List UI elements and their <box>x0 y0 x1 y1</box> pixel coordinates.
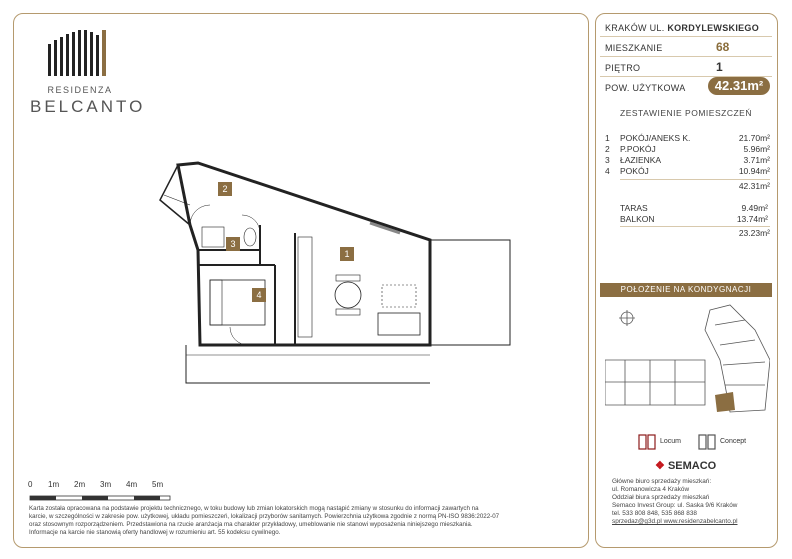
apartment-label: MIESZKANIE <box>605 43 663 53</box>
brand-locum: Locum <box>660 438 682 445</box>
scale-label: 2m <box>74 480 86 489</box>
outdoor-row: BALKON 13.74m² <box>620 214 768 224</box>
outdoor-total: 23.23m² <box>738 228 770 238</box>
locum-logo-icon <box>638 434 656 450</box>
address <box>605 23 759 33</box>
address-street: KORDYLEWSKIEGO <box>667 23 760 33</box>
room-row: 2 P.POKÓJ 5.96m² <box>605 144 770 154</box>
logo-bars-icon <box>48 30 110 76</box>
semaco-text: SEMACO <box>667 460 717 472</box>
office-line: Semaco Invest Group: ul. Saska 9/6 Kraków <box>612 502 738 509</box>
rooms-title: ZESTAWIENIE POMIESZCZEŃ <box>620 108 752 118</box>
scale-label: 3m <box>100 480 112 489</box>
semaco-mark-icon: ❖ <box>655 460 665 472</box>
scale-bar <box>26 480 186 500</box>
area-label: POW. UŻYTKOWA <box>605 83 686 93</box>
floor-location-map <box>605 300 770 420</box>
office-line: Oddział biura sprzedaży mieszkań <box>612 494 710 501</box>
office-line: Główne biuro sprzedaży mieszkań: <box>612 478 712 485</box>
plan-label-4: 4 <box>256 290 262 300</box>
plan-label-3: 3 <box>230 239 236 249</box>
room-row: 3 ŁAZIENKA 3.71m² <box>605 155 770 165</box>
plan-label-2: 2 <box>222 184 228 194</box>
level-title: POŁOŻENIE NA KONDYGNACJI <box>600 283 772 297</box>
floor-plan <box>150 145 530 405</box>
floor-value: 1 <box>716 60 723 74</box>
concept-logo-icon <box>698 434 716 450</box>
office-line: tel. 533 808 848, 535 868 838 <box>612 510 697 517</box>
office-line: ul. Romanowicza 4 Kraków <box>612 486 690 493</box>
brand-concept: Concept <box>720 438 747 445</box>
disclaimer-line: Informacje na karcie nie stanowią oferty handlowej w rozumieniu art. 55 kodeksu cywilnego. <box>29 529 281 536</box>
disclaimer <box>29 505 581 537</box>
address-prefix: KRAKÓW UL. <box>605 23 665 33</box>
semaco-logo <box>655 459 716 472</box>
scale-label: 5m <box>152 480 164 489</box>
scale-ruler <box>26 493 186 503</box>
logo-residenza: RESIDENZA <box>47 85 113 95</box>
plan-label-1: 1 <box>344 249 350 259</box>
scale-label: 4m <box>126 480 138 489</box>
contact-link[interactable]: sprzedaz@g3d.pl www.residenzabelcanto.pl <box>612 518 738 525</box>
scale-label: 1m <box>48 480 60 489</box>
brands <box>630 430 770 460</box>
floor-label: PIĘTRO <box>605 63 641 73</box>
disclaimer-line: karcie, w szczególności w zakresie pow. użytkowej, układu pomieszczeń, lokalizacji przyborów sanitarnych. Powierzchnia użytkowa zgodnie z normą PN-ISO 9836:2022-07 <box>29 513 500 520</box>
scale-label: 0 <box>28 480 33 489</box>
rooms-total: 42.31m² <box>738 181 770 191</box>
apartment-value: 68 <box>716 40 730 54</box>
disclaimer-line: Karta została opracowana na podstawie projektu technicznego, w toku budowy lub zmian lokatorskich mogą nastąpić zmiany w stosunku do informacji zawartych na <box>29 505 479 512</box>
residenza-belcanto-logo <box>30 30 146 120</box>
room-row: 1 POKÓJ/ANEKS K. 21.70m² <box>605 133 770 143</box>
room-row: 4 POKÓJ 10.94m² <box>605 166 770 176</box>
logo-belcanto: BELCANTO <box>30 97 146 116</box>
area-value-badge: 42.31m² <box>708 77 770 95</box>
disclaimer-line: oraz stosownym rozporządzeniem. Przedstawiona na rzucie aranżacja ma charakter przykładowy, umeblowanie nie stanowi wyposażenia niniejszego mieszkania. <box>29 521 473 528</box>
sales-office <box>612 478 777 526</box>
outdoor-row: TARAS 9.49m² <box>620 203 768 213</box>
rooms-list <box>605 133 770 177</box>
